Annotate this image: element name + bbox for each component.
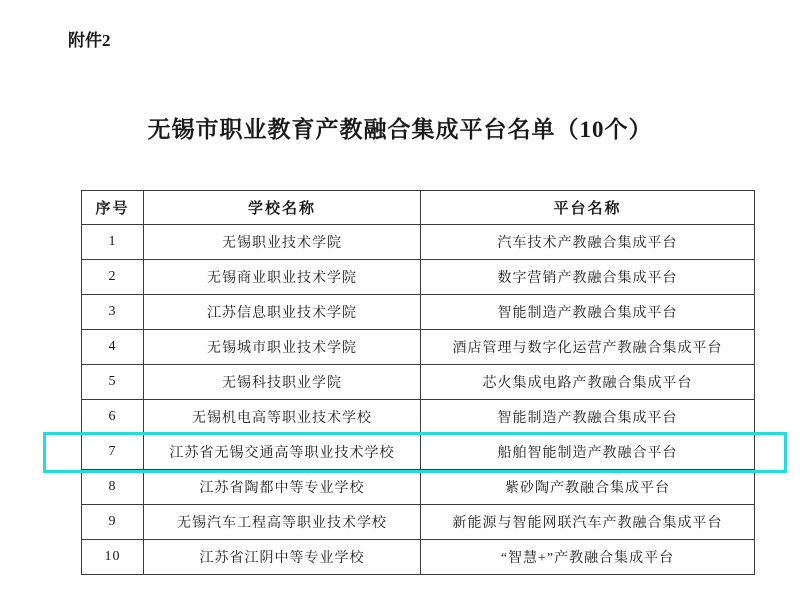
header-cell-platform: 平台名称: [421, 191, 755, 225]
school-name-cell: 无锡城市职业技术学院: [144, 330, 421, 365]
row-number-cell: 4: [82, 330, 144, 365]
row-number-cell: 2: [82, 260, 144, 295]
row-number-cell: 7: [82, 435, 144, 470]
table-row: [82, 400, 755, 435]
platform-name-cell: 芯火集成电路产教融合集成平台: [421, 365, 755, 400]
school-name-cell: 无锡汽车工程高等职业技术学校: [144, 505, 421, 540]
platform-name-cell: 紫砂陶产教融合集成平台: [421, 470, 755, 505]
table-row: [82, 295, 755, 330]
platform-name-cell: 智能制造产教融合集成平台: [421, 295, 755, 330]
table-row: [82, 540, 755, 575]
attachment-label: 附件2: [68, 31, 111, 50]
table-row: [82, 260, 755, 295]
school-name-cell: 无锡商业职业技术学院: [144, 260, 421, 295]
row-number-cell: 3: [82, 295, 144, 330]
platform-name-cell: 数字营销产教融合集成平台: [421, 260, 755, 295]
row-number-cell: 10: [82, 540, 144, 575]
school-name-cell: 江苏信息职业技术学院: [144, 295, 421, 330]
platform-name-cell: 新能源与智能网联汽车产教融合集成平台: [421, 505, 755, 540]
table-row: [82, 365, 755, 400]
row-number-cell: 8: [82, 470, 144, 505]
school-name-cell: 无锡科技职业学院: [144, 365, 421, 400]
platform-name-cell: “智慧+”产教融合集成平台: [421, 540, 755, 575]
school-name-cell: 江苏省陶都中等专业学校: [144, 470, 421, 505]
table-row: [82, 225, 755, 260]
table-body: [82, 225, 755, 575]
table-row: [82, 505, 755, 540]
platform-name-cell: 酒店管理与数字化运营产教融合集成平台: [421, 330, 755, 365]
page-title: 无锡市职业教育产教融合集成平台名单（10个）: [147, 117, 653, 142]
table-row: [82, 435, 755, 470]
school-name-cell: 江苏省江阴中等专业学校: [144, 540, 421, 575]
platform-name-cell: 船舶智能制造产教融合平台: [421, 435, 755, 470]
table-row: [82, 470, 755, 505]
school-name-cell: 江苏省无锡交通高等职业技术学校: [144, 435, 421, 470]
school-name-cell: 无锡职业技术学院: [144, 225, 421, 260]
row-number-cell: 6: [82, 400, 144, 435]
row-number-cell: 9: [82, 505, 144, 540]
header-cell-school: 学校名称: [144, 191, 421, 225]
table-header-row: [82, 191, 755, 225]
table-row: [82, 330, 755, 365]
platform-name-cell: 智能制造产教融合集成平台: [421, 400, 755, 435]
platform-table: [81, 190, 755, 575]
row-number-cell: 1: [82, 225, 144, 260]
header-cell-no: 序号: [82, 191, 144, 225]
school-name-cell: 无锡机电高等职业技术学校: [144, 400, 421, 435]
platform-name-cell: 汽车技术产教融合集成平台: [421, 225, 755, 260]
row-number-cell: 5: [82, 365, 144, 400]
